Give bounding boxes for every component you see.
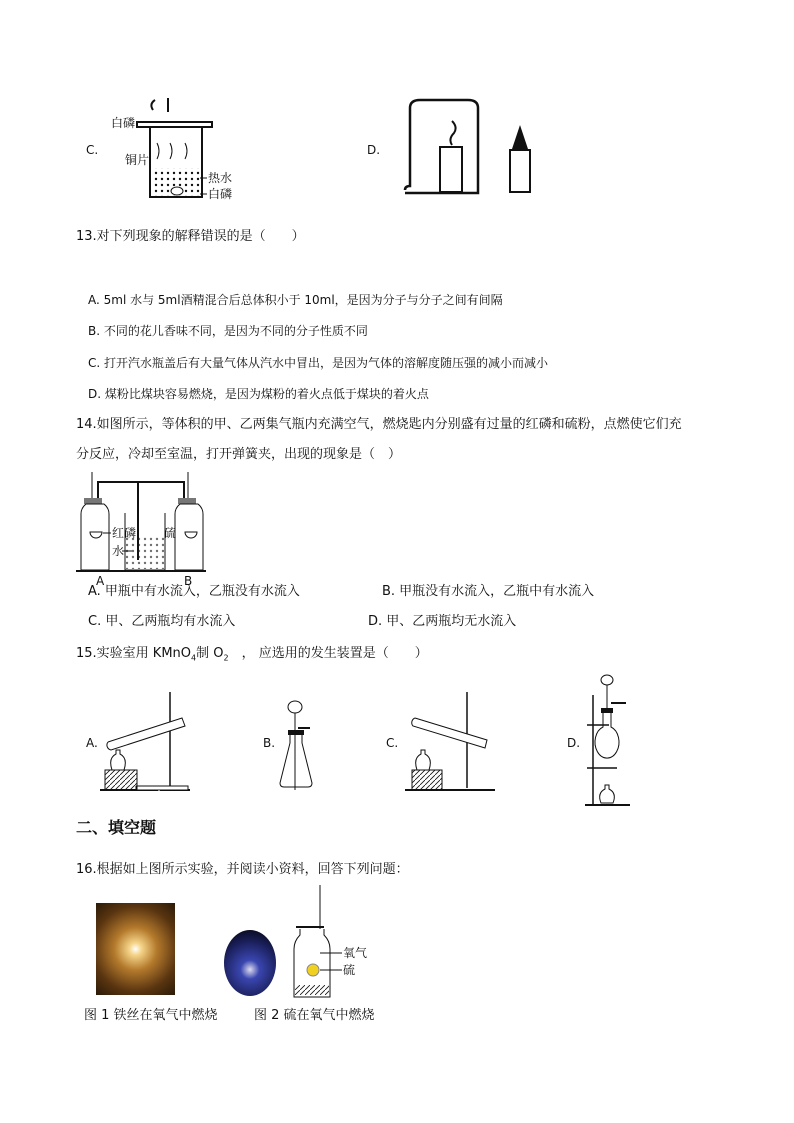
q14-stem-line2: 分反应，冷却至室温，打开弹簧夹，出现的现象是（ ） xyxy=(76,447,402,462)
q14-option-b: B. 甲瓶没有水流入，乙瓶中有水流入 xyxy=(382,584,595,599)
q15-stem-pre: 15.实验室用 KMnO xyxy=(76,646,192,661)
q14-option-a: A. 甲瓶中有水流入，乙瓶没有水流入 xyxy=(88,584,300,599)
label-hot-water: 热水 xyxy=(208,171,233,185)
apparatus-b-figure xyxy=(280,700,330,795)
label-bottle-a: A xyxy=(96,574,105,588)
q12-option-d-label: D. xyxy=(367,143,381,157)
white-phosphorus-experiment-figure xyxy=(105,98,233,208)
figure-1-caption: 图 1 铁丝在氧气中燃烧 xyxy=(84,1008,218,1023)
q15-label-d: D. xyxy=(567,736,581,750)
apparatus-a-figure xyxy=(100,690,195,795)
subscript-2: 2 xyxy=(223,653,229,663)
q15-stem-post: ， 应选用的发生装置是（ ） xyxy=(228,646,428,661)
iron-wire-burning-photo xyxy=(96,903,175,995)
q15-label-a: A. xyxy=(86,736,98,750)
q12-option-c-label: C. xyxy=(86,143,99,157)
label-red-phosphorus: 红磷 xyxy=(112,526,137,540)
label-oxygen: 氧气 xyxy=(343,946,368,960)
subscript-4: 4 xyxy=(191,653,197,663)
sulfur-oxygen-bottle-figure xyxy=(290,885,400,1000)
label-bottle-b: B xyxy=(184,574,193,588)
label-white-phosphorus-bottom: 白磷 xyxy=(208,187,233,201)
q15-stem-mid: 制 O xyxy=(196,646,224,661)
two-bottles-experiment-figure xyxy=(76,470,236,588)
apparatus-c-figure xyxy=(405,690,500,795)
q14-option-c: C. 甲、乙两瓶均有水流入 xyxy=(88,614,236,629)
q13-stem: 13.对下列现象的解释错误的是（ ） xyxy=(76,229,305,244)
label-water: 水 xyxy=(112,544,125,558)
sulfur-burning-photo xyxy=(224,930,276,996)
q15-stem xyxy=(76,646,428,667)
label-copper-sheet: 铜片 xyxy=(125,153,150,167)
label-white-phosphorus-top: 白磷 xyxy=(111,116,136,130)
section-title-fill-in: 二、填空题 xyxy=(76,818,157,837)
q13-option-b: B. 不同的花儿香味不同，是因为不同的分子性质不同 xyxy=(88,324,368,338)
q14-stem-line1: 14.如图所示，等体积的甲、乙两集气瓶内充满空气，燃烧匙内分别盛有过量的红磷和硫粉，点燃使它们充 xyxy=(76,417,682,432)
candle-jar-figure xyxy=(400,95,540,200)
q13-option-c: C. 打开汽水瓶盖后有大量气体从汽水中冒出，是因为气体的溶解度随压强的减小而减小 xyxy=(88,356,549,370)
q16-stem: 16.根据如上图所示实验，并阅读小资料，回答下列问题： xyxy=(76,862,409,877)
apparatus-d-figure xyxy=(585,675,655,810)
label-sulfur-fig2: 硫 xyxy=(343,963,356,977)
q13-option-a: A. 5ml 水与 5ml酒精混合后总体积小于 10ml，是因为分子与分子之间有间隔 xyxy=(88,293,503,307)
q13-option-d: D. 煤粉比煤块容易燃烧，是因为煤粉的着火点低于煤块的着火点 xyxy=(88,387,429,401)
q15-label-c: C. xyxy=(386,736,399,750)
q14-option-d: D. 甲、乙两瓶均无水流入 xyxy=(368,614,517,629)
label-sulfur: 硫 xyxy=(164,526,177,540)
figure-2-caption: 图 2 硫在氧气中燃烧 xyxy=(254,1008,375,1023)
q15-label-b: B. xyxy=(263,736,276,750)
